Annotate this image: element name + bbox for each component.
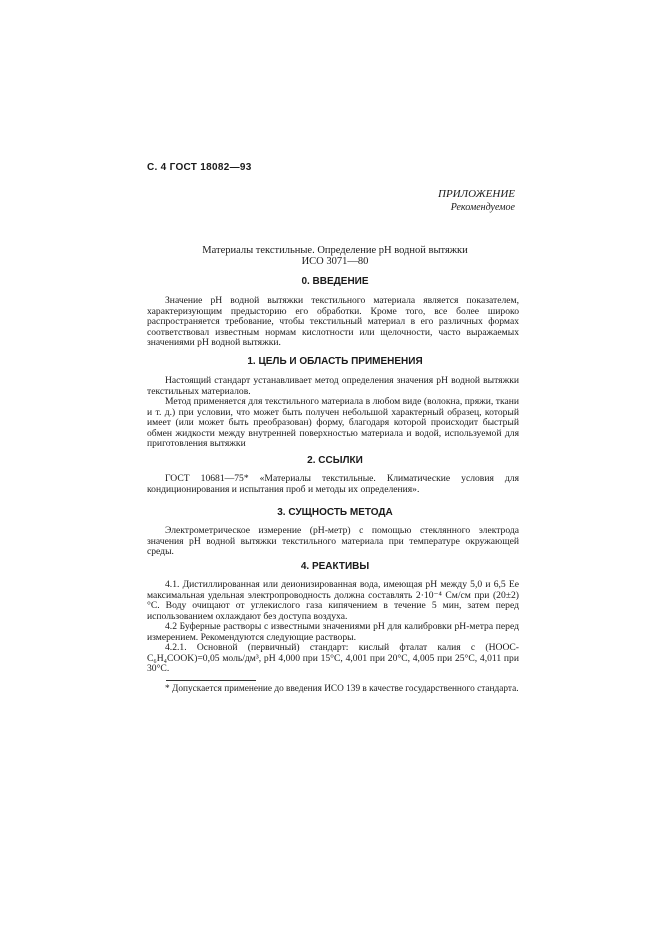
section-body-introduction — [147, 296, 519, 349]
document-title — [150, 245, 520, 267]
paragraph: 4.1. Дистиллированная или деионизированная вода, имеющая pH между 5,0 и 6,5 Ее максимальная удельная электропроводность должна составлять 2·10⁻⁴ См/см при (20±2)°С. Воду очищают от углекислого газа кипячением в течение 5 мин, затем перед использованием охлаждают без доступа воздуха. — [147, 579, 519, 622]
paragraph: ГОСТ 10681—75* «Материалы текстильные. Климатические условия для кондиционирования и испытания проб и методы их определения». — [147, 473, 519, 495]
section-body-principle — [147, 526, 519, 558]
paragraph: Настоящий стандарт устанавливает метод определения значения pH водной вытяжки текстильных материалов. — [147, 375, 519, 397]
section-heading-references: 2. ССЫЛКИ — [307, 455, 363, 466]
footnote — [147, 684, 519, 695]
appendix-label-block — [438, 187, 515, 215]
paragraph: Метод применяется для текстильного материала в любом виде (волокна, пряжи, ткани и т. д.) при условии, что может быть получен небольшой характерный образец, который имеет (или может быть преобразован) форму, благодаря которой происходит быстрый обмен жидкости между внутренней поверхностью материала и водой, используемой для приготовления вытяжки — [147, 396, 519, 449]
paragraph: 4.2.1. Основной (первичный) стандарт: кислый фталат калия с (HOOC-C₆H₄COOK)=0,05 моль/дм³, pH 4,000 при 15°С, 4,001 при 20°С, 4,005 при 25°С, 4,011 при 30°С. — [147, 642, 519, 674]
footnote-text: * Допускается применение до введения ИСО 139 в качестве государственного стандарта. — [165, 684, 519, 694]
section-heading-scope: 1. ЦЕЛЬ И ОБЛАСТЬ ПРИМЕНЕНИЯ — [247, 356, 423, 367]
running-head: С. 4 ГОСТ 18082—93 — [147, 162, 252, 173]
section-heading-reagents: 4. РЕАКТИВЫ — [300, 561, 370, 572]
section-body-reagents — [147, 580, 519, 675]
section-heading-principle: 3. СУЩНОСТЬ МЕТОДА — [277, 507, 393, 518]
section-body-references — [147, 474, 519, 495]
document-title-line-1: Материалы текстильные. Определение pH водной вытяжки — [202, 245, 468, 256]
document-title-line-2: ИСО 3071—80 — [301, 256, 369, 267]
appendix-kind: Рекомендуемое — [450, 202, 515, 213]
section-heading-introduction: 0. ВВЕДЕНИЕ — [301, 276, 369, 287]
paragraph: Значение pH водной вытяжки текстильного материала является показателем, характеризующим предысторию его обработки. Кроме того, все более широко распространяется требование, чтобы текстильный материал в его различных формах соответствовал известным нормам кислотности или щелочности, часто выражаемых значениями pH водной вытяжки. — [147, 295, 519, 348]
paragraph: 4.2 Буферные растворы с известными значениями pH для калибровки pH-метра перед измерением. Рекомендуются следующие растворы. — [147, 621, 519, 643]
appendix-label: ПРИЛОЖЕНИЕ — [438, 188, 515, 200]
paragraph: Электрометрическое измерение (pH-метр) с помощью стеклянного электрода значения pH водной вытяжки текстильного материала при температуре окружающей среды. — [147, 525, 519, 557]
footnote-divider — [166, 680, 256, 681]
section-body-scope — [147, 376, 519, 450]
